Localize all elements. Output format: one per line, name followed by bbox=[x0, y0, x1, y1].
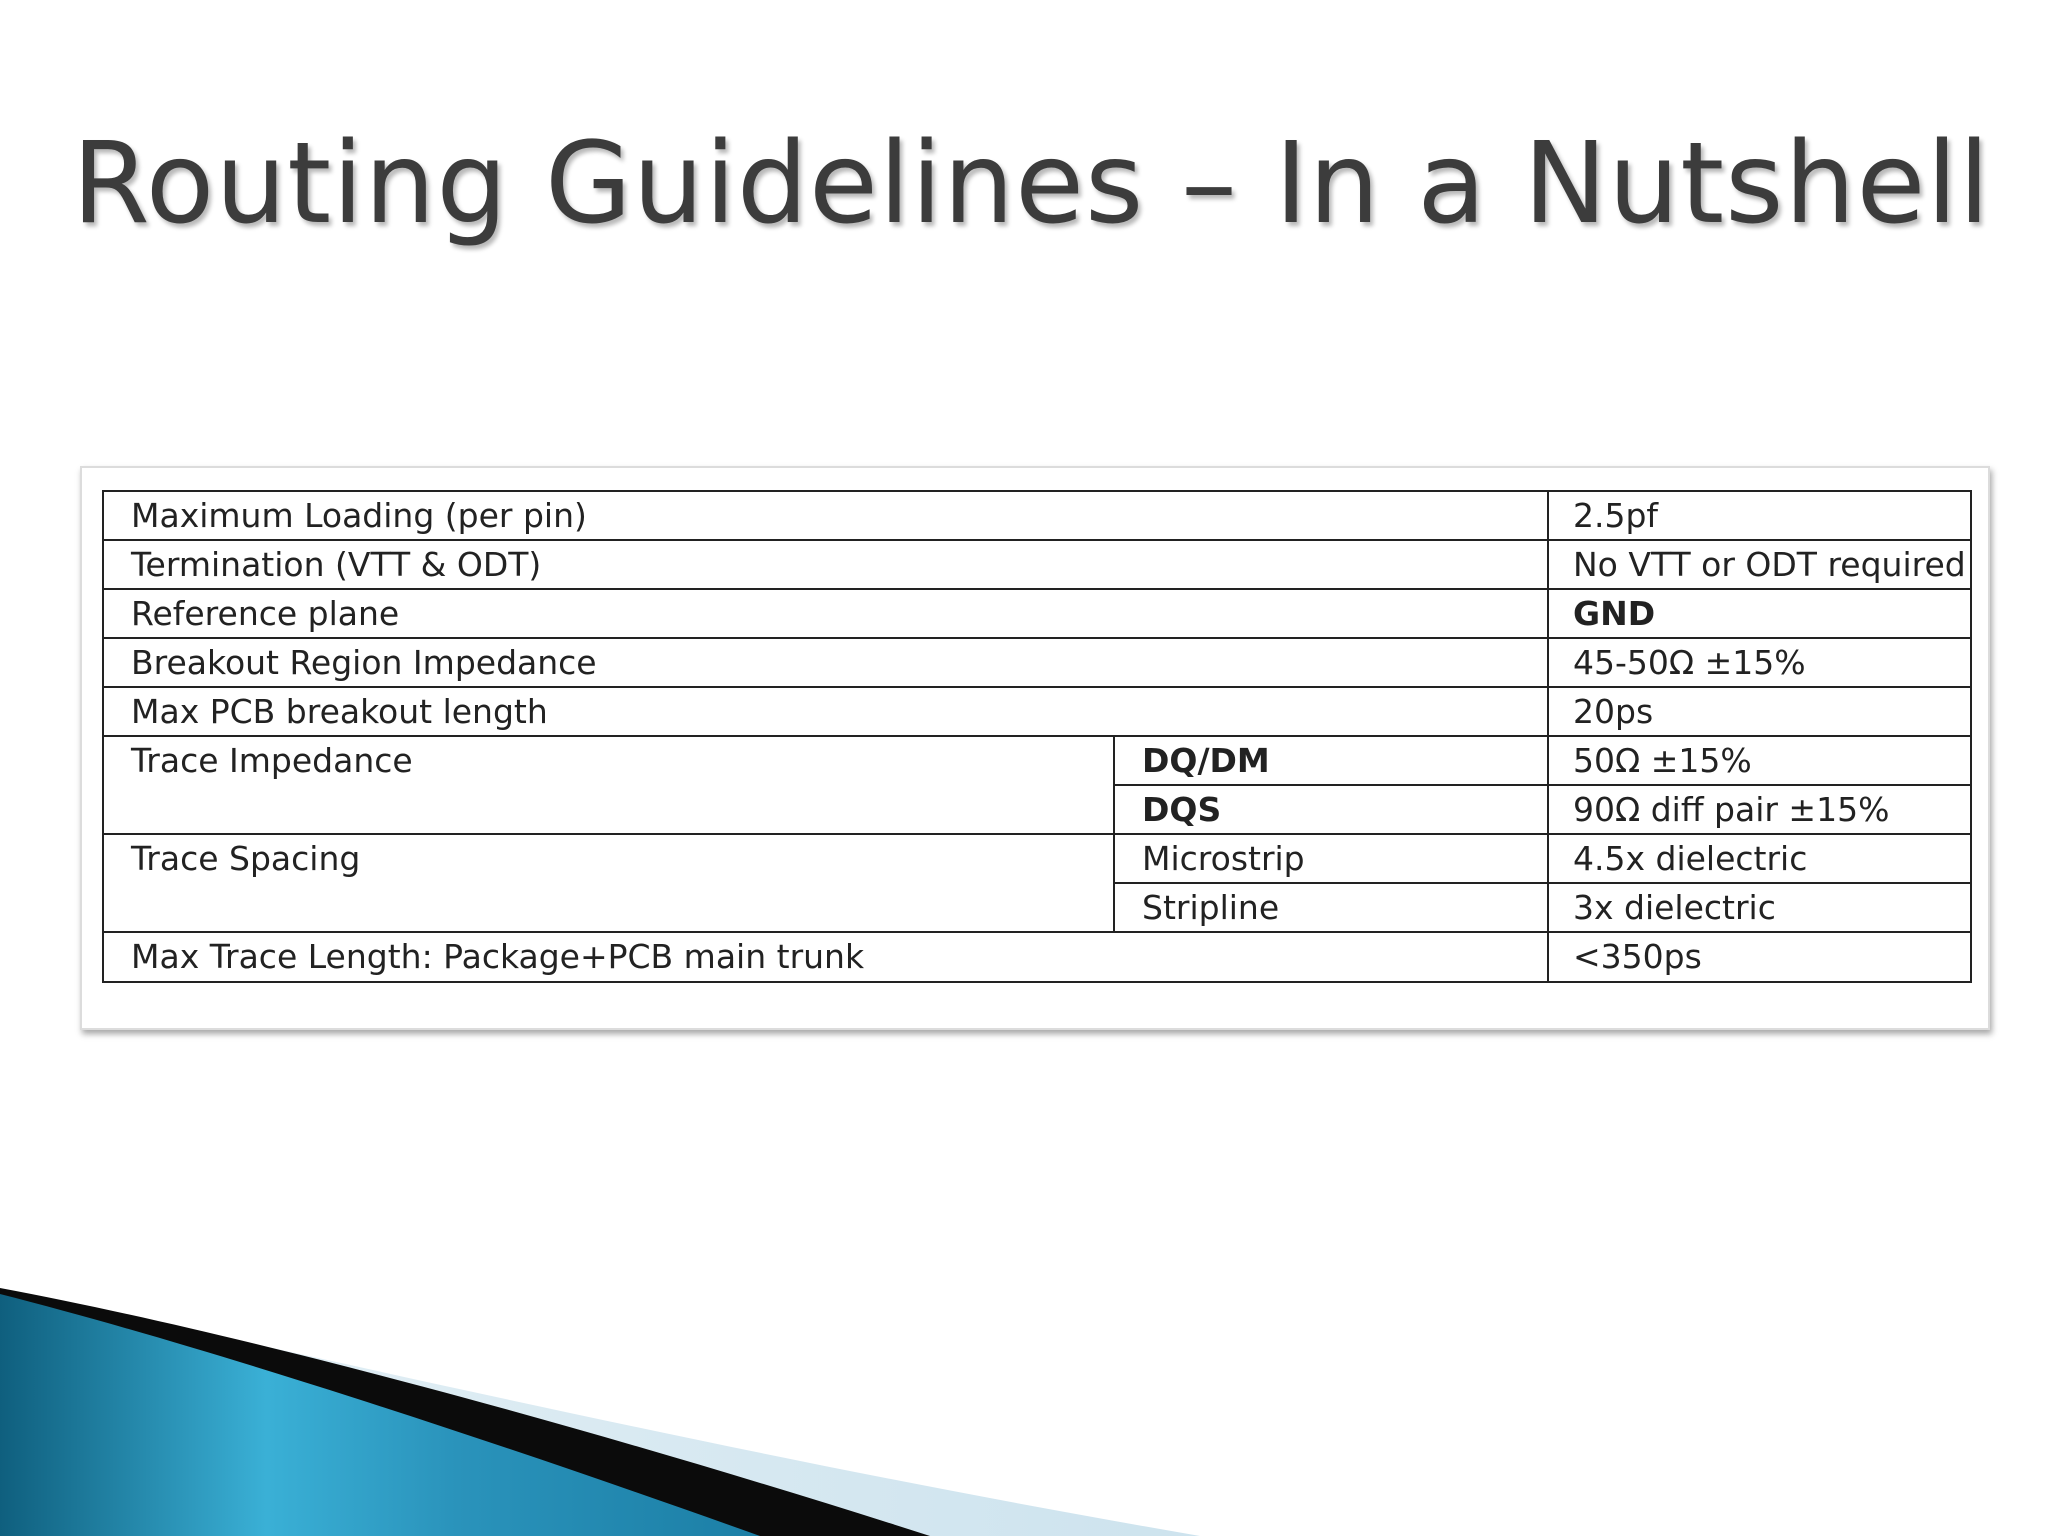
row-sublabel: Stripline bbox=[1114, 883, 1548, 932]
row-label: Trace Impedance bbox=[103, 736, 1114, 834]
row-sublabel: DQS bbox=[1114, 785, 1548, 834]
table-row bbox=[103, 540, 1971, 589]
row-value: 45-50Ω ±15% bbox=[1548, 638, 1971, 687]
row-value: No VTT or ODT required bbox=[1548, 540, 1971, 589]
row-value: <350ps bbox=[1548, 932, 1971, 982]
row-label: Reference plane bbox=[103, 589, 1548, 638]
row-label: Max PCB breakout length bbox=[103, 687, 1548, 736]
row-label: Max Trace Length: Package+PCB main trunk bbox=[103, 932, 1548, 982]
row-value: 3x dielectric bbox=[1548, 883, 1971, 932]
row-value: 50Ω ±15% bbox=[1548, 736, 1971, 785]
table-row bbox=[103, 932, 1971, 982]
row-label: Termination (VTT & ODT) bbox=[103, 540, 1548, 589]
table-row bbox=[103, 687, 1971, 736]
row-label: Breakout Region Impedance bbox=[103, 638, 1548, 687]
table-row bbox=[103, 736, 1971, 785]
row-value: GND bbox=[1548, 589, 1971, 638]
row-label: Maximum Loading (per pin) bbox=[103, 491, 1548, 540]
row-sublabel: Microstrip bbox=[1114, 834, 1548, 883]
table-row bbox=[103, 589, 1971, 638]
swoosh-teal bbox=[0, 1294, 760, 1536]
row-sublabel: DQ/DM bbox=[1114, 736, 1548, 785]
row-value: 2.5pf bbox=[1548, 491, 1971, 540]
row-value: 90Ω diff pair ±15% bbox=[1548, 785, 1971, 834]
slide-title: Routing Guidelines – In a Nutshell bbox=[72, 119, 1991, 249]
routing-guidelines-table bbox=[102, 490, 1972, 983]
table-row bbox=[103, 834, 1971, 883]
table-row bbox=[103, 638, 1971, 687]
row-label: Trace Spacing bbox=[103, 834, 1114, 932]
table-row bbox=[103, 491, 1971, 540]
row-value: 20ps bbox=[1548, 687, 1971, 736]
table-image-frame bbox=[80, 466, 1990, 1030]
row-value: 4.5x dielectric bbox=[1548, 834, 1971, 883]
corner-swoosh-decoration bbox=[0, 1280, 1200, 1536]
